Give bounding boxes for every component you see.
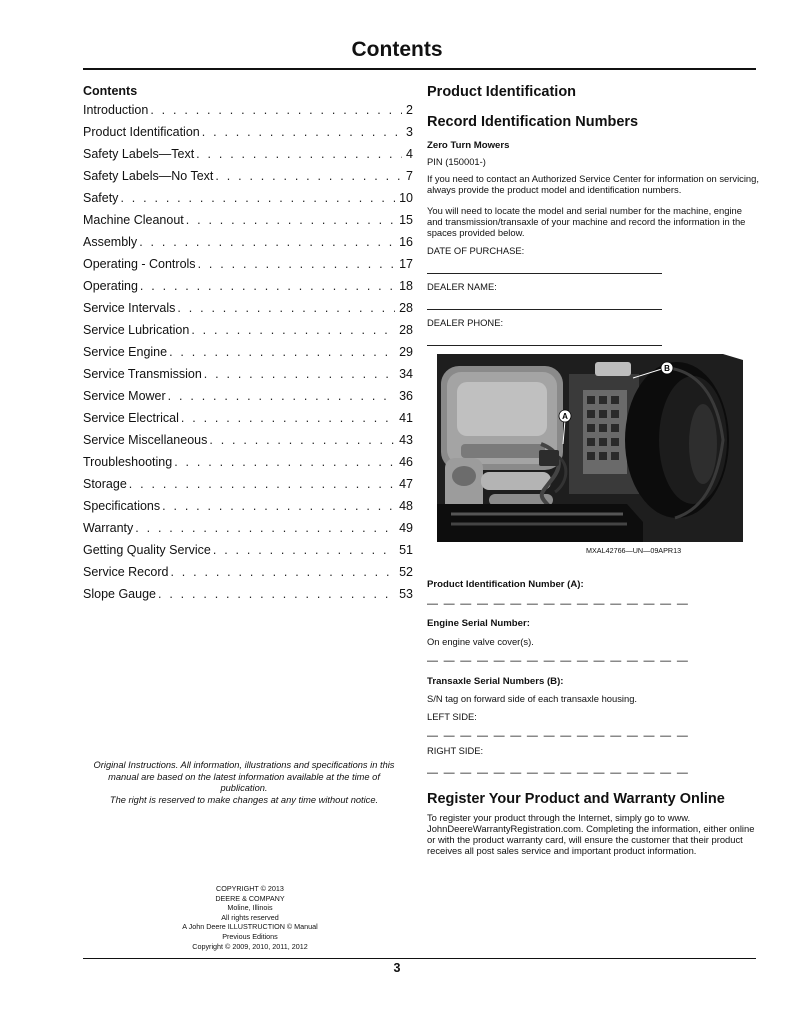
toc-entry[interactable] [83,411,413,433]
callout-a: A [562,412,568,421]
toc-entry[interactable] [83,565,413,587]
toc-entry-label: Service Lubrication [83,323,190,337]
toc-entry-label: Getting Quality Service [83,543,211,557]
record-id-numbers-heading: Record Identification Numbers [427,114,639,130]
transaxle-serial-location: S/N tag on forward side of each transaxle housing. [427,693,638,704]
toc-entry-label: Service Record [83,565,169,579]
toc-entry[interactable] [83,169,413,191]
toc-leader-dots [172,455,395,469]
toc-entry-label: Service Intervals [83,301,176,315]
notice-line: Original Instructions. All information, illustrations and specifications in this [93,760,395,770]
toc-leader-dots [179,411,395,425]
toc-entry[interactable] [83,455,413,477]
toc-entry[interactable] [83,587,413,609]
copyright-line: COPYRIGHT © 2013 [216,884,284,893]
footer-divider [83,958,756,959]
toc-entry-page: 4 [406,147,413,161]
toc-leader-dots [202,367,395,381]
toc-entry[interactable] [83,279,413,301]
copyright-line: Moline, Illinois [227,903,273,913]
toc-entry-page: 41 [399,411,413,425]
mower-engine-photo [437,354,743,542]
page-number: 3 [393,961,401,975]
toc-entry[interactable] [83,323,413,345]
toc-entry-label: Safety [83,191,119,205]
copyright-line: Copyright © 2009, 2010, 2011, 2012 [192,941,308,951]
toc-entry-label: Service Miscellaneous [83,433,208,447]
product-identification-heading: Product Identification [427,84,577,100]
toc-entry-page: 18 [399,279,413,293]
original-instructions-notice [83,760,405,806]
date-of-purchase-field[interactable] [427,273,662,274]
locate-paragraph: You will need to locate the model and serial number for the machine, engine and transmission/transaxle of your machine and record the information in the spaces provided below. [427,205,746,238]
toc-leader-dots [156,587,395,601]
callout-b: B [664,364,670,373]
toc-leader-dots [196,257,396,271]
toc-entry[interactable] [83,257,413,279]
right-side-entry-line[interactable]: — — — — — — — — — — — — — — — — [427,767,690,779]
toc-entry-label: Slope Gauge [83,587,156,601]
toc-entry[interactable] [83,367,413,389]
toc-leader-dots [148,103,402,117]
copyright-block [150,884,350,951]
left-side-entry-line[interactable]: — — — — — — — — — — — — — — — — [427,730,690,742]
toc-leader-dots [211,543,395,557]
register-heading: Register Your Product and Warranty Online [427,791,725,807]
toc-entry-label: Service Electrical [83,411,179,425]
copyright-line: DEERE & COMPANY [215,893,285,903]
toc-entry-label: Service Engine [83,345,168,359]
toc-entry[interactable] [83,301,413,323]
toc-entry-label: Safety Labels—No Text [83,169,214,183]
toc-entry-label: Product Identification [83,125,200,139]
toc-leader-dots [167,345,395,359]
toc-entry-page: 48 [399,499,413,513]
dealer-phone-label: DEALER PHONE: [427,317,504,328]
toc-entry-page: 29 [399,345,413,359]
toc-entry-page: 53 [399,587,413,601]
pin-entry-line[interactable]: — — — — — — — — — — — — — — — — [427,598,690,610]
toc-entry[interactable] [83,191,413,213]
toc-entry[interactable] [83,389,413,411]
toc-leader-dots [127,477,395,491]
zero-turn-mowers-heading: Zero Turn Mowers [427,140,510,151]
dealer-name-label: DEALER NAME: [427,281,497,292]
engine-serial-location: On engine valve cover(s). [427,636,534,647]
toc-entry-label: Specifications [83,499,161,513]
notice-line: manual are based on the latest information available at the time of [108,771,380,782]
toc-leader-dots [207,433,395,447]
date-of-purchase-label: DATE OF PURCHASE: [427,245,525,256]
toc-leader-dots [200,125,402,139]
toc-entry[interactable] [83,433,413,455]
toc-leader-dots [138,279,395,293]
toc-entry-label: Storage [83,477,127,491]
toc-leader-dots [137,235,395,249]
toc-leader-dots [166,389,395,403]
left-side-label: LEFT SIDE: [427,711,477,722]
toc-leader-dots [118,191,395,205]
toc-entry-page: 7 [406,169,413,183]
toc-entry-page: 10 [399,191,413,205]
toc-leader-dots [184,213,395,227]
toc-entry-page: 36 [399,389,413,403]
engine-serial-label: Engine Serial Number: [427,618,530,629]
toc-entry-page: 43 [399,433,413,447]
image-caption: MXAL42766—UN—09APR13 [586,546,682,555]
toc-entry-label: Safety Labels—Text [83,147,195,161]
toc-entry-page: 15 [399,213,413,227]
toc-entry-page: 28 [399,301,413,315]
toc-entry-page: 52 [399,565,413,579]
transaxle-serial-label: Transaxle Serial Numbers (B): [427,676,564,687]
toc-entry[interactable] [83,235,413,257]
toc-entry-label: Assembly [83,235,138,249]
toc-entry-label: Operating [83,279,138,293]
pin-range: PIN (150001-) [427,156,486,167]
toc-entry-page: 46 [399,455,413,469]
toc-entry[interactable] [83,345,413,367]
copyright-line: Previous Editions [222,931,278,941]
toc-leader-dots [194,147,402,161]
toc-leader-dots [189,323,395,337]
toc-entry-page: 3 [406,125,413,139]
toc-entry-page: 16 [399,235,413,249]
toc-entry[interactable] [83,103,413,125]
register-paragraph: To register your product through the Internet, simply go to www. JohnDeereWarrantyRegistration.com. Completing the information, either online or with the product warranty card, will ensure the customer that their product receives all post sales service and important product information. [427,812,755,856]
toc-entry-label: Service Mower [83,389,166,403]
pin-label: Product Identification Number (A): [427,579,584,590]
toc-entry[interactable] [83,477,413,499]
notice-line: publication. [220,783,268,793]
toc-entry-page: 49 [399,521,413,535]
contact-paragraph: If you need to contact an Authorized Service Center for information on servicing, always provide the product model and identification numbers. [427,173,759,195]
toc-entry-page: 2 [406,103,413,117]
page-title: Contents [351,38,443,61]
toc-heading: Contents [83,84,138,98]
toc-leader-dots [213,169,402,183]
notice-line: The right is reserved to make changes at any time without notice. [109,794,379,805]
toc-leader-dots [175,301,395,315]
toc-entry-label: Troubleshooting [83,455,173,469]
toc-entry[interactable] [83,499,413,521]
toc-entry-page: 34 [399,367,413,381]
toc-entry-page: 28 [399,323,413,337]
copyright-line: All rights reserved [221,912,279,922]
toc-leader-dots [160,499,395,513]
toc-entry-page: 47 [399,477,413,491]
copyright-line: A John Deere ILLUSTRUCTION © Manual [182,922,318,932]
engine-serial-entry-line[interactable]: — — — — — — — — — — — — — — — — [427,655,690,667]
toc-entry[interactable] [83,147,413,169]
toc-leader-dots [168,565,395,579]
toc-entry-label: Machine Cleanout [83,213,184,227]
toc-entry-page: 17 [399,257,413,271]
toc-entry[interactable] [83,543,413,565]
toc-list [83,103,413,609]
toc-entry-label: Operating - Controls [83,257,196,271]
dealer-name-field[interactable] [427,309,662,310]
toc-entry[interactable] [83,125,413,147]
toc-entry-label: Warranty [83,521,134,535]
dealer-phone-field[interactable] [427,345,662,346]
toc-entry-label: Service Transmission [83,367,202,381]
toc-entry-page: 51 [399,543,413,557]
header-divider [83,68,756,70]
toc-entry[interactable] [83,521,413,543]
right-side-label: RIGHT SIDE: [427,745,484,756]
toc-entry[interactable] [83,213,413,235]
toc-leader-dots [133,521,395,535]
toc-entry-label: Introduction [83,103,149,117]
